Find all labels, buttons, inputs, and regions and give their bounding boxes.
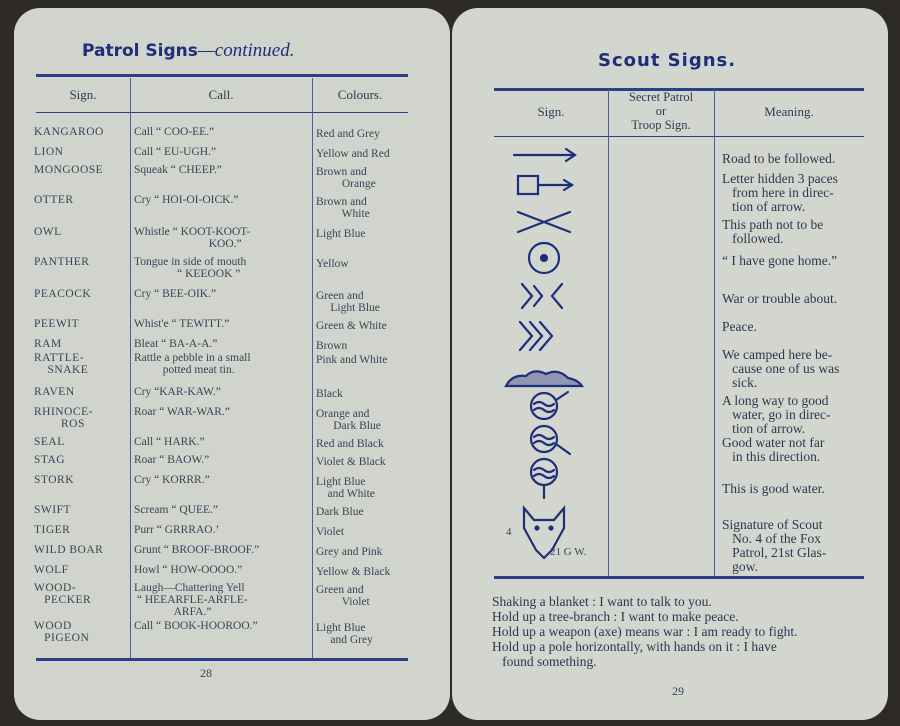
cell-call: Call “ COO-EE.” xyxy=(134,126,215,138)
bottom-rule xyxy=(36,658,408,661)
cross-sign-icon xyxy=(518,212,570,232)
angle-brackets-icon xyxy=(522,284,562,308)
cell-call: Cry “ HOI-OI-OICK.” xyxy=(134,194,239,206)
cell-colours: Green & White xyxy=(316,320,387,332)
header-call: Call. xyxy=(208,87,234,102)
cell-sign: OTTER xyxy=(34,194,74,206)
cell-colours: Red and Grey xyxy=(316,128,380,140)
cell-colours: Light Blue and White xyxy=(316,476,375,500)
cell-colours: Violet xyxy=(316,526,345,538)
cell-call: Purr “ GRRRAO.’ xyxy=(134,524,220,536)
column-divider xyxy=(608,90,609,576)
cell-sign: PEACOCK xyxy=(34,288,92,300)
cell-colours: Yellow xyxy=(316,258,349,270)
meaning-item: This path not to be followed. xyxy=(722,217,824,246)
cell-sign: KANGAROO xyxy=(34,126,104,138)
cell-colours: Dark Blue xyxy=(316,506,364,518)
cell-sign: OWL xyxy=(34,226,62,238)
meaning-item: Road to be followed. xyxy=(722,151,836,166)
cell-call: Cry “ BEE-OIK.” xyxy=(134,288,217,300)
header-meaning: Meaning. xyxy=(764,104,814,119)
cell-colours: Red and Black xyxy=(316,438,384,450)
cell-sign: SEAL xyxy=(34,436,65,448)
cell-sign: LION xyxy=(34,146,64,158)
circle-dot-icon xyxy=(529,243,559,273)
cell-sign: WOLF xyxy=(34,564,69,576)
header-sign: Sign. xyxy=(537,104,565,119)
column-divider xyxy=(312,78,313,658)
water-circle-icon xyxy=(531,392,570,498)
cell-sign: TIGER xyxy=(34,524,71,536)
cell-colours: Brown and White xyxy=(316,196,370,220)
page-title: Patrol Signs—continued. xyxy=(82,40,295,61)
cell-call: Rattle a pebble in a small potted meat tin. xyxy=(134,352,251,376)
cell-colours: Yellow and Red xyxy=(316,148,390,160)
note-line: Hold up a pole horizontally, with hands on it : I have found something. xyxy=(492,639,777,669)
cell-sign: RAM xyxy=(34,338,62,350)
right-page xyxy=(452,8,888,720)
cell-call: Tongue in side of mouth “ KEEOOK ” xyxy=(134,256,247,280)
meaning-item: “ I have gone home.” xyxy=(722,253,838,268)
cell-call: Roar “ WAR-WAR.” xyxy=(134,406,230,418)
cell-call: Call “ HARK.” xyxy=(134,436,205,448)
cell-sign: RHINOCE- ROS xyxy=(34,406,93,430)
fox-troop-mark: 21 G W. xyxy=(550,546,587,558)
cell-sign: RATTLE- SNAKE xyxy=(34,352,89,376)
cell-colours: Brown and Orange xyxy=(316,166,376,190)
cell-call: Howl “ HOW-OOOO.” xyxy=(134,564,243,576)
stones-pile-icon xyxy=(506,371,582,386)
header-sign: Sign. xyxy=(69,87,97,102)
cell-colours: Black xyxy=(316,388,343,400)
cell-colours: Light Blue and Grey xyxy=(316,622,373,646)
note-line: Shaking a blanket : I want to talk to you. xyxy=(492,594,712,609)
cell-sign: PANTHER xyxy=(34,256,90,268)
meaning-item: Peace. xyxy=(722,319,757,334)
header-colours: Colours. xyxy=(337,87,383,102)
cell-sign: WOOD PIGEON xyxy=(34,620,90,644)
cell-call: Bleat “ BA-A-A.” xyxy=(134,338,218,350)
cell-colours: Violet & Black xyxy=(316,456,386,468)
left-page xyxy=(14,8,450,720)
cell-colours: Orange and Dark Blue xyxy=(316,408,381,432)
cell-sign: MONGOOSE xyxy=(34,164,104,176)
cell-colours: Green and Violet xyxy=(316,584,370,608)
fox-number-mark: 4 xyxy=(506,526,512,538)
cell-sign: PEEWIT xyxy=(34,318,80,330)
meaning-item: Signature of Scout No. 4 of the Fox Patrol, 21st Glas- gow. xyxy=(722,517,827,574)
cell-sign: SWIFT xyxy=(34,504,71,516)
note-line: Hold up a tree-branch : I want to make peace. xyxy=(492,609,739,624)
cell-colours: Light Blue xyxy=(316,228,366,240)
column-divider xyxy=(714,90,715,576)
letter-box-arrow-icon xyxy=(518,176,572,194)
chevrons-icon xyxy=(520,322,552,350)
cell-colours: Yellow & Black xyxy=(316,566,391,578)
meaning-item: This is good water. xyxy=(722,481,825,496)
cell-sign: WILD BOAR xyxy=(34,544,104,556)
arrow-sign-icon xyxy=(514,149,575,161)
cell-call: Scream “ QUEE.” xyxy=(134,504,218,516)
cell-call: Call “ BOOK-HOOROO.” xyxy=(134,620,258,632)
bottom-rule xyxy=(494,576,864,579)
meaning-item: War or trouble about. xyxy=(722,291,838,306)
column-divider xyxy=(130,78,131,658)
top-rule xyxy=(36,74,408,77)
cell-colours: Grey and Pink xyxy=(316,546,383,558)
page-title: Scout Signs. xyxy=(598,50,737,71)
cell-call: Grunt “ BROOF-BROOF.” xyxy=(134,544,260,556)
cell-call: Call “ EU-UGH.” xyxy=(134,146,217,158)
cell-sign: RAVEN xyxy=(34,386,75,398)
cell-call: Squeak “ CHEEP.” xyxy=(134,164,222,176)
cell-sign: STAG xyxy=(34,454,66,466)
cell-call: Whistle “ KOOT-KOOT- KOO.” xyxy=(134,226,251,250)
cell-sign: STORK xyxy=(34,474,74,486)
cell-colours: Pink and White xyxy=(316,354,388,366)
header-secret-sign: Secret Patrol or Troop Sign. xyxy=(628,90,694,132)
page-number: 28 xyxy=(200,666,212,680)
meaning-item: A long way to good water, go in direc- tion of arrow. xyxy=(722,393,831,436)
header-rule xyxy=(36,112,408,113)
cell-colours: Brown xyxy=(316,340,348,352)
meaning-item: We camped here be- cause one of us was sick. xyxy=(722,347,840,390)
cell-call: Cry “ KORRR.” xyxy=(134,474,210,486)
cell-colours: Green and Light Blue xyxy=(316,290,380,314)
scout-signs xyxy=(492,136,602,576)
page-number: 29 xyxy=(672,684,684,698)
meaning-item: Good water not far in this direction. xyxy=(722,435,825,464)
cell-call: Laugh—Chattering Yell “ HEEARFLE-ARFLE- ARFA.” xyxy=(134,582,248,618)
cell-call: Cry “KAR-KAW.” xyxy=(134,386,221,398)
cell-sign: WOOD- PECKER xyxy=(34,582,92,606)
note-line: Hold up a weapon (axe) means war : I am ready to fight. xyxy=(492,624,798,639)
cell-call: Roar “ BAOW.” xyxy=(134,454,210,466)
cell-call: Whist'e “ TEWITT.” xyxy=(134,318,230,330)
meaning-item: Letter hidden 3 paces from here in direc- tion of arrow. xyxy=(722,171,838,214)
